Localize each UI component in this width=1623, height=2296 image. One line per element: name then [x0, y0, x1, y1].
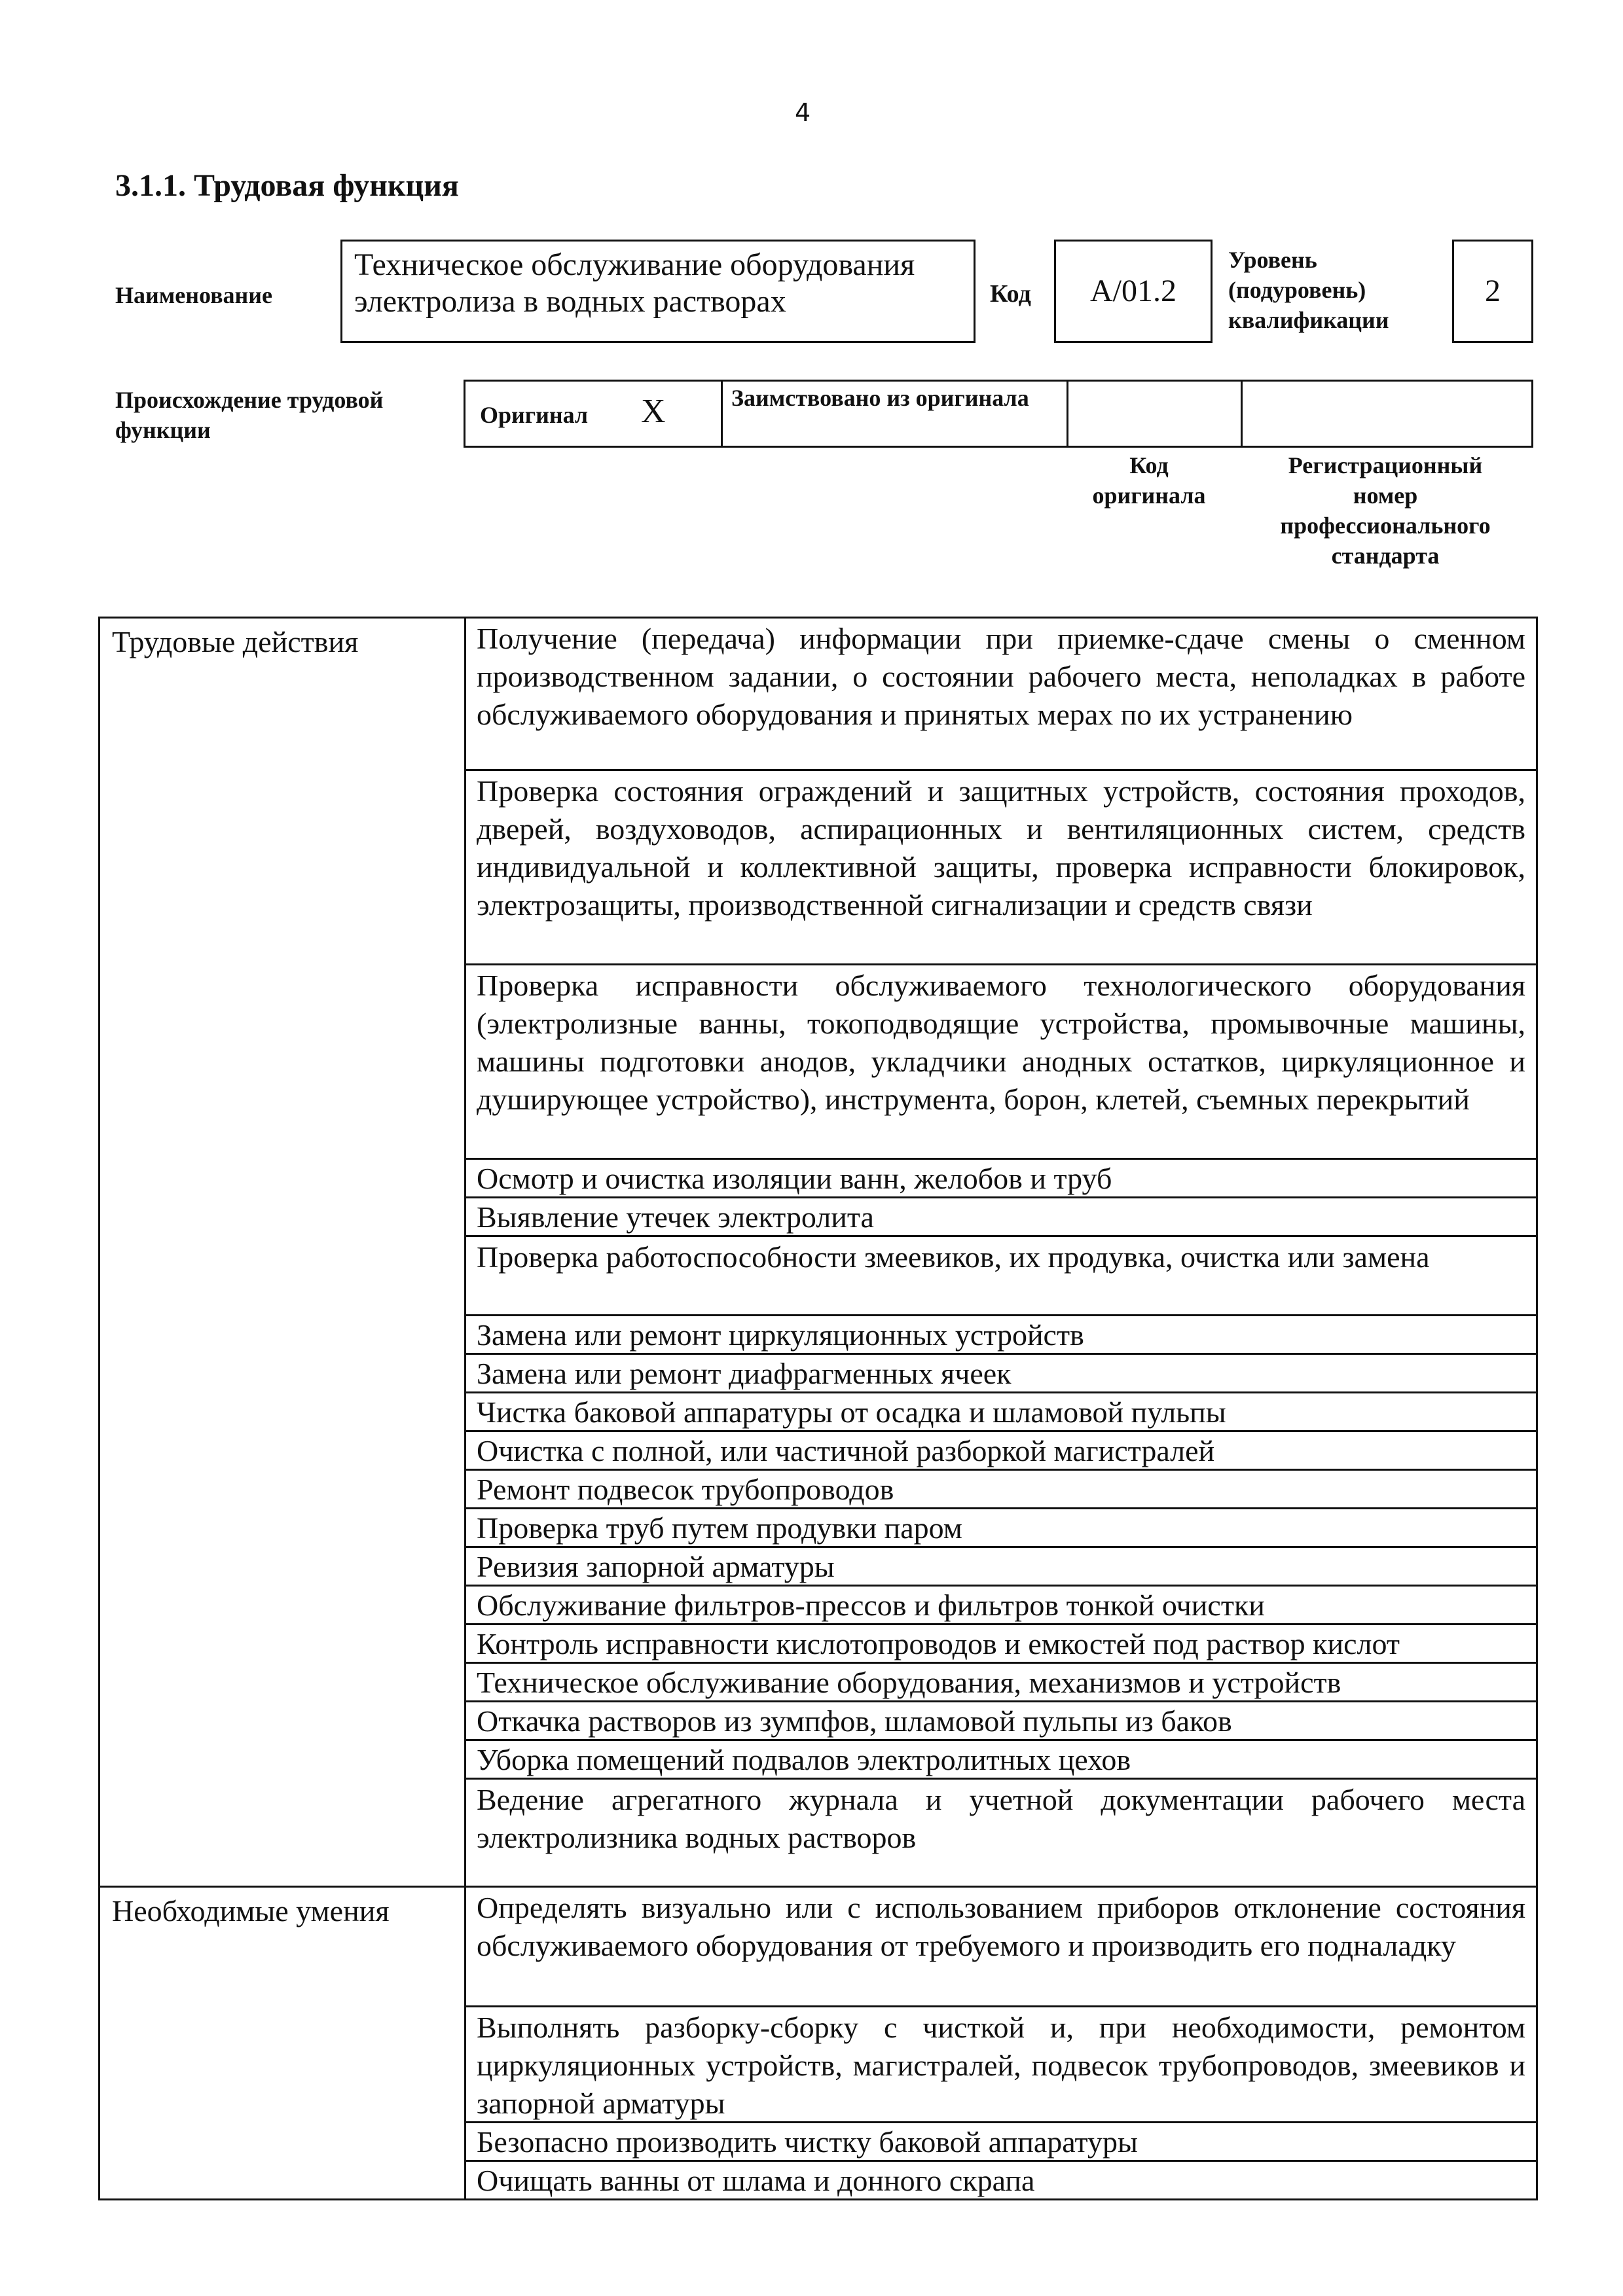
origin-divider-1	[721, 382, 723, 446]
qualification-level: 2	[1485, 274, 1501, 308]
action-item: Проверка состояния ограждений и защитных устройств, состояния проходов, дверей, воздуховодов, аспирационных и вентиляционных систем, средств индивидуальной и коллективной защиты, проверка исправности блокировок, электрозащиты, производственной сигнализации и средств связи	[464, 769, 1538, 965]
page-number: 4	[795, 98, 811, 127]
borrowed-label: Заимствовано из оригинала	[731, 385, 1029, 411]
code-original-caption: Код оригинала	[1092, 452, 1206, 509]
origin-label: Происхождение трудовой функции	[115, 387, 384, 443]
original-label: Оригинал	[480, 402, 589, 428]
skill-item: Выполнять разборку-сборку с чисткой и, при необходимости, ремонтом циркуляционных устройств, магистралей, подвесок трубопроводов, змеевиков и запорной арматуры	[464, 2005, 1538, 2123]
action-item: Обслуживание фильтров-прессов и фильтров тонкой очистки	[464, 1585, 1538, 1625]
function-name: Техническое обслуживание оборудования электролиза в водных растворах	[354, 247, 915, 319]
skill-item: Определять визуально или с использованием приборов отклонение состояния обслуживаемого оборудования от требуемого и производить его подналадку	[464, 1886, 1538, 2007]
action-item: Осмотр и очистка изоляции ванн, желобов и труб	[464, 1158, 1538, 1198]
skills-label-cell	[98, 1886, 466, 2200]
action-item: Техническое обслуживание оборудования, механизмов и устройств	[464, 1662, 1538, 1702]
function-code: А/01.2	[1090, 274, 1176, 308]
action-item: Контроль исправности кислотопроводов и емкостей под раствор кислот	[464, 1623, 1538, 1664]
actions-label-cell	[98, 617, 466, 1888]
action-item: Проверка исправности обслуживаемого технологического оборудования (электролизные ванны, токоподводящие устройства, промывочные машины, машины подготовки анодов, укладчики анодных остатков, циркуляционное и душирующее устройство), инструмента, борон, клетей, съемных перекрытий	[464, 963, 1538, 1160]
action-item: Уборка помещений подвалов электролитных цехов	[464, 1739, 1538, 1780]
section-title: 3.1.1. Трудовая функция	[115, 168, 459, 203]
skills-label: Необходимые умения	[112, 1894, 390, 1928]
action-item: Замена или ремонт диафрагменных ячеек	[464, 1353, 1538, 1393]
name-label: Наименование	[115, 282, 272, 308]
action-item: Откачка растворов из зумпфов, шламовой пульпы из баков	[464, 1700, 1538, 1741]
action-item: Получение (передача) информации при приемке-сдаче смены о сменном производственном задании, о состоянии рабочего места, неполадках в работе обслуживаемого оборудования и принятых мерах по их устранению	[464, 617, 1538, 771]
action-item: Проверка труб путем продувки паром	[464, 1507, 1538, 1548]
level-label: Уровень (подуровень) квалификации	[1228, 247, 1389, 333]
action-item: Ведение агрегатного журнала и учетной документации рабочего места электролизника водных растворов	[464, 1778, 1538, 1888]
action-item: Очистка с полной, или частичной разборкой магистралей	[464, 1430, 1538, 1471]
skill-item: Безопасно производить чистку баковой аппаратуры	[464, 2121, 1538, 2162]
action-item: Проверка работоспособности змеевиков, их продувка, очистка или замена	[464, 1235, 1538, 1316]
actions-label: Трудовые действия	[112, 625, 359, 658]
function-name-box	[340, 240, 976, 343]
origin-table	[464, 380, 1533, 448]
action-item: Выявление утечек электролита	[464, 1196, 1538, 1237]
original-mark: X	[641, 393, 666, 430]
action-item: Ревизия запорной арматуры	[464, 1546, 1538, 1587]
function-code-box	[1054, 240, 1213, 343]
origin-divider-2	[1067, 382, 1068, 446]
skill-item: Очищать ванны от шлама и донного скрапа	[464, 2160, 1538, 2200]
qualification-level-box	[1452, 240, 1533, 343]
action-item: Ремонт подвесок трубопроводов	[464, 1469, 1538, 1509]
registration-number-caption: Регистрационный номер профессионального стандарта	[1280, 452, 1491, 569]
origin-divider-3	[1241, 382, 1243, 446]
action-item: Чистка баковой аппаратуры от осадка и шламовой пульпы	[464, 1391, 1538, 1432]
code-label: Код	[990, 280, 1031, 308]
action-item: Замена или ремонт циркуляционных устройств	[464, 1314, 1538, 1355]
